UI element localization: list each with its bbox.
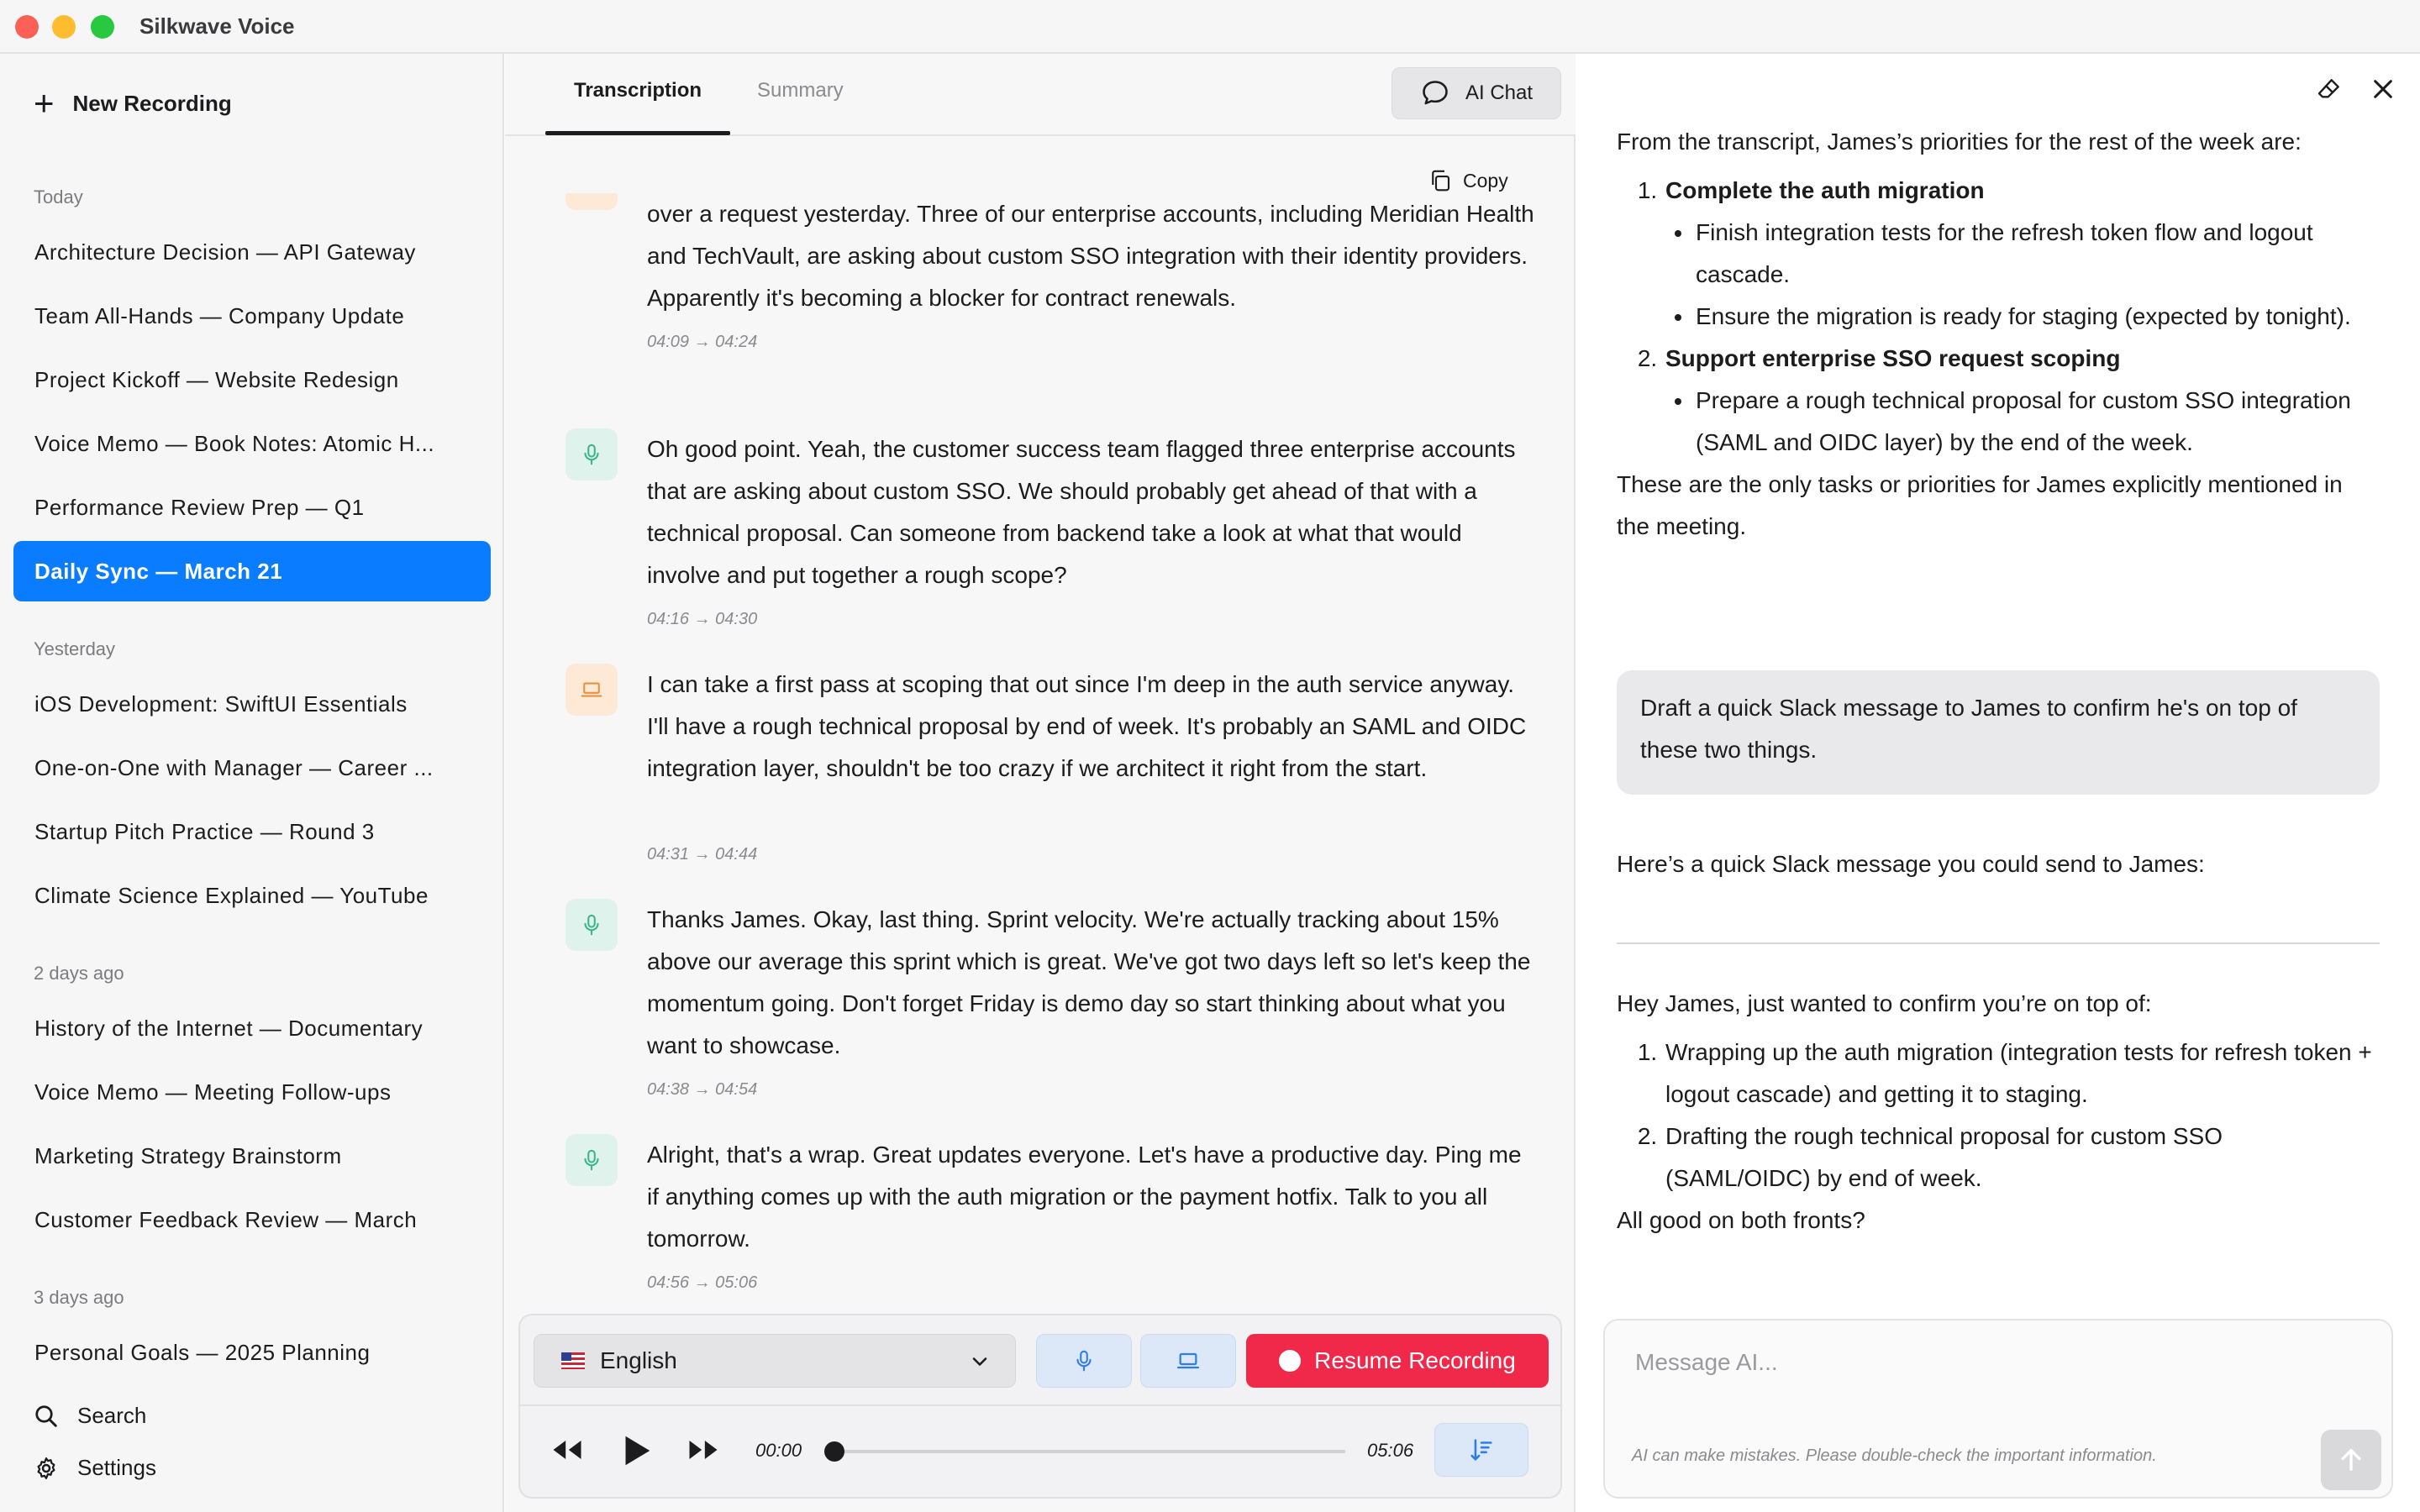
- search-icon: [34, 1404, 59, 1429]
- message-composer: [1603, 1319, 2393, 1499]
- app-title: Silkwave Voice: [139, 13, 295, 39]
- copy-label: Copy: [1463, 169, 1508, 192]
- resume-recording-button[interactable]: [1246, 1334, 1549, 1388]
- recording-item[interactable]: Voice Memo — Book Notes: Atomic H...: [34, 430, 435, 456]
- section-label-today: Today: [34, 186, 83, 207]
- reply-divider: [1617, 942, 2380, 944]
- window-close-button[interactable]: [15, 15, 39, 39]
- tab-summary[interactable]: Summary: [757, 79, 844, 102]
- user-message: Draft a quick Slack message to James to confirm he's on top of these two things.: [1617, 670, 2380, 795]
- priority-bullet: • Ensure the migration is ready for staging (expected by tonight).: [1694, 296, 2373, 338]
- slack-draft: [1617, 983, 2373, 1242]
- microphone-icon: [579, 442, 604, 467]
- new-recording-button[interactable]: [34, 82, 232, 124]
- sidebar: [0, 54, 504, 1512]
- segment-timestamp: 04:16 → 04:30: [647, 610, 758, 628]
- send-button[interactable]: [2321, 1430, 2381, 1490]
- laptop-icon: [1175, 1347, 1202, 1374]
- segment-timestamp: 04:56 → 05:06: [647, 1273, 758, 1292]
- response-closing: These are the only tasks or priorities for James explicitly mentioned in the meeting.: [1617, 471, 2343, 539]
- close-icon[interactable]: [2370, 76, 2396, 102]
- search-button[interactable]: [34, 1403, 146, 1429]
- current-time: 00:00: [755, 1440, 802, 1461]
- priority-bullet: • Prepare a rough technical proposal for custom SSO integration (SAML and OIDC layer) by the end of the week.: [1694, 380, 2373, 464]
- speaker-avatar: [566, 428, 618, 480]
- speaker-avatar: [566, 1134, 618, 1186]
- speaker-avatar: [566, 193, 618, 210]
- chevron-down-icon: [968, 1350, 992, 1373]
- ai-disclaimer: AI can make mistakes. Please double-check the important information.: [1632, 1446, 2157, 1465]
- eraser-icon[interactable]: [2316, 76, 2343, 102]
- recording-item[interactable]: Startup Pitch Practice — Round 3: [34, 818, 375, 844]
- microphone-icon: [1071, 1348, 1097, 1373]
- transcript-panel: [505, 54, 1576, 1512]
- active-tab-indicator: [545, 131, 730, 135]
- recording-item[interactable]: Performance Review Prep — Q1: [34, 494, 365, 520]
- playback-scrubber-knob[interactable]: [824, 1441, 844, 1462]
- system-audio-source-button[interactable]: [1140, 1334, 1236, 1388]
- slack-greeting: Hey James, just wanted to confirm you’re on top of:: [1617, 990, 2152, 1016]
- slack-items: [1617, 1032, 2373, 1200]
- record-dot-icon: [1279, 1350, 1301, 1372]
- recording-item[interactable]: Team All-Hands — Company Update: [34, 302, 405, 328]
- transcript-text: Alright, that's a wrap. Great updates everyone. Let's have a productive day. Ping me if anything comes up with the auth migration or the payment hotfix. Talk to you all tomorrow.: [647, 1142, 1522, 1252]
- segment-timestamp: 04:31 → 04:44: [647, 845, 758, 864]
- reply-intro: Here’s a quick Slack message you could send to James:: [1617, 851, 2205, 877]
- transcript-text: I can take a first pass at scoping that out since I'm deep in the auth service anyway. I'll have a rough technical proposal by end of week. It's probably an SAML and OIDC integration layer, shouldn't be too crazy if we architect it right from the start.: [647, 671, 1527, 781]
- ai-reply: [1617, 843, 2373, 885]
- priority-bullet: • Finish integration tests for the refresh token flow and logout cascade.: [1694, 212, 2373, 296]
- section-label-2-days-ago: 2 days ago: [34, 963, 124, 984]
- tabs-bar: [505, 54, 1576, 136]
- plus-icon: +: [34, 83, 55, 123]
- recording-item[interactable]: Customer Feedback Review — March: [34, 1206, 418, 1232]
- message-input[interactable]: [1635, 1349, 2223, 1376]
- play-icon[interactable]: [616, 1431, 655, 1470]
- section-label-3-days-ago: 3 days ago: [34, 1287, 124, 1308]
- search-label: Search: [77, 1403, 147, 1428]
- microphone-icon: [579, 1147, 604, 1173]
- recording-item[interactable]: Marketing Strategy Brainstorm: [34, 1142, 342, 1168]
- tab-transcription[interactable]: Transcription: [574, 79, 702, 102]
- ai-response: [1617, 121, 2373, 548]
- window-maximize-button[interactable]: [91, 15, 114, 39]
- flag-icon: [561, 1352, 585, 1369]
- title-bar: [0, 0, 2420, 54]
- language-select[interactable]: [534, 1334, 1016, 1388]
- transcript-text: over a request yesterday. Three of our enterprise accounts, including Meridian Health and TechVault, are asking about custom SSO integration with their identity providers. Apparently it's becoming a blocker for contract renewals.: [647, 201, 1534, 311]
- recording-item[interactable]: iOS Development: SwiftUI Essentials: [34, 690, 408, 717]
- ai-chat-label: AI Chat: [1465, 81, 1534, 104]
- gear-icon: [34, 1456, 59, 1481]
- recording-item[interactable]: Voice Memo — Meeting Follow-ups: [34, 1079, 392, 1105]
- segment-timestamp: 04:09 → 04:24: [647, 333, 758, 351]
- slack-item: 2. Drafting the rough technical proposal for custom SSO (SAML/OIDC) by end of week.: [1664, 1116, 2373, 1200]
- settings-label: Settings: [77, 1455, 156, 1480]
- recording-item[interactable]: Architecture Decision — API Gateway: [34, 239, 416, 265]
- speaker-avatar: [566, 899, 618, 951]
- slack-item: 1. Wrapping up the auth migration (integration tests for refresh token + logout cascade) and getting it to staging.: [1664, 1032, 2373, 1116]
- arrow-up-icon: [2337, 1446, 2365, 1474]
- laptop-icon: [579, 193, 604, 197]
- sort-button[interactable]: [1434, 1423, 1528, 1477]
- speaker-avatar: [566, 664, 618, 716]
- settings-button[interactable]: [34, 1455, 156, 1481]
- playback-scrubber[interactable]: [824, 1450, 1345, 1453]
- recording-item-active[interactable]: Daily Sync — March 21: [13, 541, 491, 601]
- section-label-yesterday: Yesterday: [34, 638, 116, 659]
- microphone-icon: [579, 912, 604, 937]
- ai-chat-button[interactable]: [1392, 67, 1561, 119]
- recording-item[interactable]: One-on-One with Manager — Career ...: [34, 754, 434, 780]
- transcript-text: Thanks James. Okay, last thing. Sprint velocity. We're actually tracking about 15% above our average this sprint which is great. We've got two days left so let's keep the momentum going. Don't forget Friday is demo day so start thinking about what you want to showcase.: [647, 906, 1531, 1058]
- response-intro: From the transcript, James’s priorities for the rest of the week are:: [1617, 129, 2302, 155]
- controls-divider: [520, 1404, 1560, 1406]
- recording-item[interactable]: Personal Goals — 2025 Planning: [34, 1339, 371, 1365]
- recording-item[interactable]: History of the Internet — Documentary: [34, 1015, 424, 1041]
- rewind-icon[interactable]: [549, 1431, 586, 1468]
- priority-list: [1617, 170, 2373, 464]
- duration-time: 05:06: [1367, 1440, 1414, 1461]
- copy-button[interactable]: [1428, 168, 1508, 193]
- new-recording-label: New Recording: [72, 90, 232, 116]
- priority-item: [1664, 170, 2373, 338]
- transcript-list: [505, 193, 1576, 1361]
- slack-closing: All good on both fronts?: [1617, 1207, 1865, 1233]
- transcript-text: Oh good point. Yeah, the customer success team flagged three enterprise accounts that are asking about custom SSO. We should probably get ahead of that with a technical proposal. Can someone from backend take a look at what that would involve and put together a rough scope?: [647, 436, 1516, 588]
- ai-chat-panel: [1576, 54, 2420, 1512]
- priority-title: Complete the auth migration: [1665, 177, 1985, 203]
- window-minimize-button[interactable]: [52, 15, 76, 39]
- microphone-source-button[interactable]: [1036, 1334, 1132, 1388]
- chat-bubble-icon: [1420, 78, 1450, 108]
- sort-icon: [1467, 1436, 1496, 1464]
- language-label: English: [600, 1347, 677, 1373]
- laptop-icon: [579, 677, 604, 702]
- segment-timestamp: 04:38 → 04:54: [647, 1080, 758, 1099]
- recording-item[interactable]: Project Kickoff — Website Redesign: [34, 366, 399, 392]
- resume-recording-label: Resume Recording: [1314, 1347, 1516, 1373]
- copy-icon: [1428, 168, 1453, 193]
- recording-controls: [518, 1314, 1562, 1499]
- priority-item: [1664, 338, 2373, 464]
- priority-title: Support enterprise SSO request scoping: [1665, 345, 2121, 371]
- recording-item[interactable]: Climate Science Explained — YouTube: [34, 882, 429, 908]
- fast-forward-icon[interactable]: [685, 1431, 722, 1468]
